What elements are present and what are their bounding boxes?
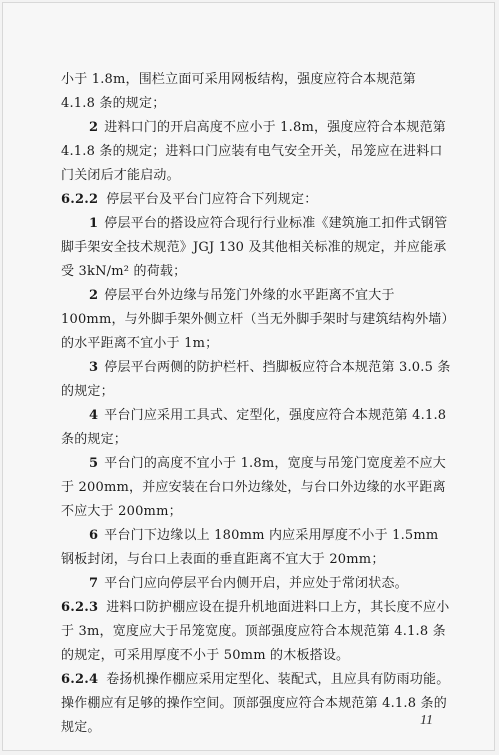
section-number: 6.2.3 [61, 600, 99, 615]
item-number: 4 [89, 408, 99, 423]
list-item [61, 212, 451, 284]
page-number: 11 [420, 713, 433, 728]
item-text: 停层平台外边缘与吊笼门外缘的水平距离不宜大于 100mm，与外脚手架外侧立杆（当无外脚手架时与建筑结构外墙）的水平距离不宜小于 1m； [61, 288, 449, 351]
item-number: 2 [89, 120, 99, 135]
item-text: 进料口门的开启高度不应小于 1.8m，强度应符合本规范第 4.1.8 条的规定；进料口门应装有电气安全开关，吊笼应在进料口门关闭后才能启动。 [61, 120, 446, 183]
item-text: 平台门应向停层平台内侧开启，并应处于常闭状态。 [104, 576, 408, 591]
section-number: 6.2.4 [61, 672, 99, 687]
item-number: 2 [89, 288, 99, 303]
item-number: 5 [89, 456, 99, 471]
list-item [61, 572, 451, 596]
list-item [61, 116, 451, 188]
section-number: 6.2.2 [61, 192, 99, 207]
item-number: 1 [89, 216, 99, 231]
document-body [61, 68, 451, 740]
item-text: 停层平台的搭设应符合现行行业标准《建筑施工扣件式钢管脚手架安全技术规范》JGJ 130 及其他相关标准的规定，并应能承受 3kN/m² 的荷载； [61, 216, 448, 279]
section-text: 进料口防护棚应设在提升机地面进料口上方，其长度不应小于 3m，宽度应大于吊笼宽度。顶部强度应符合本规范第 4.1.8 条的规定，可采用厚度不小于 50mm 的木板搭设。 [61, 600, 450, 663]
paragraph-text: 小于 1.8m，围栏立面可采用网板结构，强度应符合本规范第 4.1.8 条的规定； [61, 72, 416, 111]
section-text: 卷扬机操作棚应采用定型化、装配式，且应具有防雨功能。操作棚应有足够的操作空间。顶部强度应符合本规范第 4.1.8 条的规定。 [61, 672, 450, 735]
list-item [61, 524, 451, 572]
item-number: 7 [89, 576, 99, 591]
list-item [61, 452, 451, 524]
item-number: 6 [89, 528, 99, 543]
paragraph-continuation [61, 68, 451, 116]
section-heading [61, 668, 451, 740]
item-text: 平台门下边缘以上 180mm 内应采用厚度不小于 1.5mm 钢板封闭，与台口上表面的垂直距离不宜大于 20mm； [61, 528, 439, 567]
section-heading [61, 188, 451, 212]
item-text: 平台门的高度不宜小于 1.8m，宽度与吊笼门宽度差不应大于 200mm，并应安装在台口外边缘处，与台口外边缘的水平距离不应大于 200mm； [61, 456, 446, 519]
section-text: 停层平台及平台门应符合下列规定： [106, 192, 318, 207]
item-text: 停层平台两侧的防护栏杆、挡脚板应符合本规范第 3.0.5 条的规定； [61, 360, 451, 399]
item-number: 3 [89, 360, 99, 375]
list-item [61, 404, 451, 452]
item-text: 平台门应采用工具式、定型化，强度应符合本规范第 4.1.8 条的规定； [61, 408, 447, 447]
section-heading [61, 596, 451, 668]
list-item [61, 356, 451, 404]
list-item [61, 284, 451, 356]
